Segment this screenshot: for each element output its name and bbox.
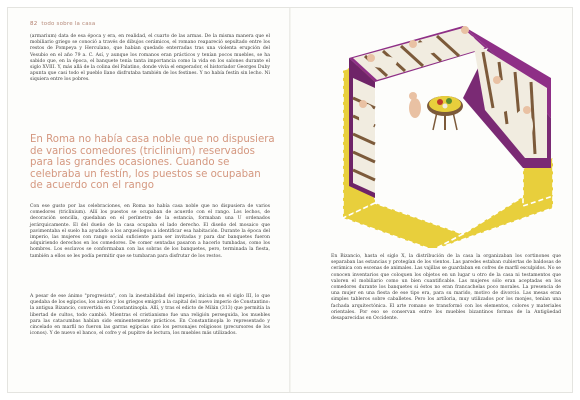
- pull-quote: En Roma no había casa noble que no dispusiera de varios comedores (triclinium) reservados para las grandes ocasiones. Cuando se celebraba un festín, los puestos se ocupaban de acuerdo con el rango: [30, 134, 275, 192]
- right-page: [291, 8, 572, 392]
- left-page: [8, 8, 290, 392]
- body-paragraph-4: En Bizancio, hasta el siglo X, la distribución de la casa la organizaban los cortinones que separaban las estancias y protegían de los vientos. Las paredes estaban cubiertas de baldosas de cerámica con escenas de animales. Las vajillas se guardaban en cofres de marfil esculpidos. No se conocen inventarios que coloquen los objetos en un lugar u otro de la casa ni testamentos que valoren el mobiliario como un bien cuantificable. Las mujeres sólo eran aceptadas en los comedores durante los banquetes si éstos no eran francachelas poco morales. La presencia de una mujer en una fiesta de ese tipo era, para su marido, motivo de divorcio. Las mesas eran simples tableros sobre caballetes. Pero los artíloria, muy utilizados por los monjes, tenían una fachada arquitectónica. El arte romano se transformó con los elementos, colores y materiales orientales. Por eso se conservan entre los muebles bizantinos formas de la Antigüedad desaparecidas en Occidente.: [331, 254, 561, 322]
- book-spread: [8, 8, 572, 392]
- triclinium-illustration: [313, 18, 563, 248]
- banquet-table: [427, 96, 463, 130]
- page-number: 82: [30, 21, 38, 27]
- body-paragraph-1: (armarium) data de esa época y era, en realidad, el cuarto de las armas. De la misma manera que el mobiliario griego se conoció a través de dibujos cerámicos, el romano reapareció sepultado entre los restos de Pompeya y Herculano, que habían quedado enterradas tras una violenta erupción del Vesubio en el año 79 a. C. Así, y aunque los romanos eran prácticos y tenían pocos muebles, se ha sabido que, en la época, el banquete tenía tanta importancia como la vida en los salones durante el siglo XVIII. Y, más allá de la colina del Palatino, donde vivía el emperador, el historiador Georges Duby apunta que casi todo el pueblo llano disfrutaba también de los festines. Y no había festín sin lecho. Ni siquiera entre los pobres.: [30, 34, 270, 83]
- body-paragraph-3: A pesar de ese ánimo "progresista", con la inestabilidad del imperio, iniciada en el siglo III, lo que quedaba de los egipcios, los asirios y los griegos emigró a la capital del nuevo imperio de Constantino: la antigua Bizancio, convertida en Constantinopla. Allí, y tras el edicto de Milán (313) que permitía la libertad de cultos, todo cambió. Mientras el cristianismo fue una religión perseguida, los muebles para las catacumbas habían sido eminentemente prácticos. En Constantinopla lo representado y cincelado en marfil no fueron las garras egipcias sino los personajes religiosos (precursores de los iconos). Y de nuevo el banco, el cofre y el pupitre de lectura, los muebles más utilizados.: [30, 294, 270, 337]
- page-header: [30, 21, 95, 27]
- running-title: todo sobre la casa: [41, 21, 96, 27]
- body-paragraph-2: Con ese gusto por las celebraciones, en Roma no había casa noble que no dispusiera de varios comedores (triclinium). Allí los puestos se ocupaban de acuerdo con el rango. Los lechos, de decoración sencilla, quedaban en el perímetro de la estancia, formaban una U ordenados jerárquicamente. El del dueño de la casa ocupaba el lado derecho. El diseño del mosaico que pavimentaba el suelo ha ayudado a los arqueólogos a identificar esa habitación. Durante la época del imperio, las mujeres con rango social suficiente para ser invitadas y para dar banquetes fueron adquiriendo derechos en los comedores. De comer sentadas pasaron a hacerlo tumbadas, como los hombres. Los esclavos se conformaban con las sobras de los banquetes, pero, terminada la fiesta, también a ellos se les podía permitir que se tumbaran para disfrutar de los restos.: [30, 204, 270, 259]
